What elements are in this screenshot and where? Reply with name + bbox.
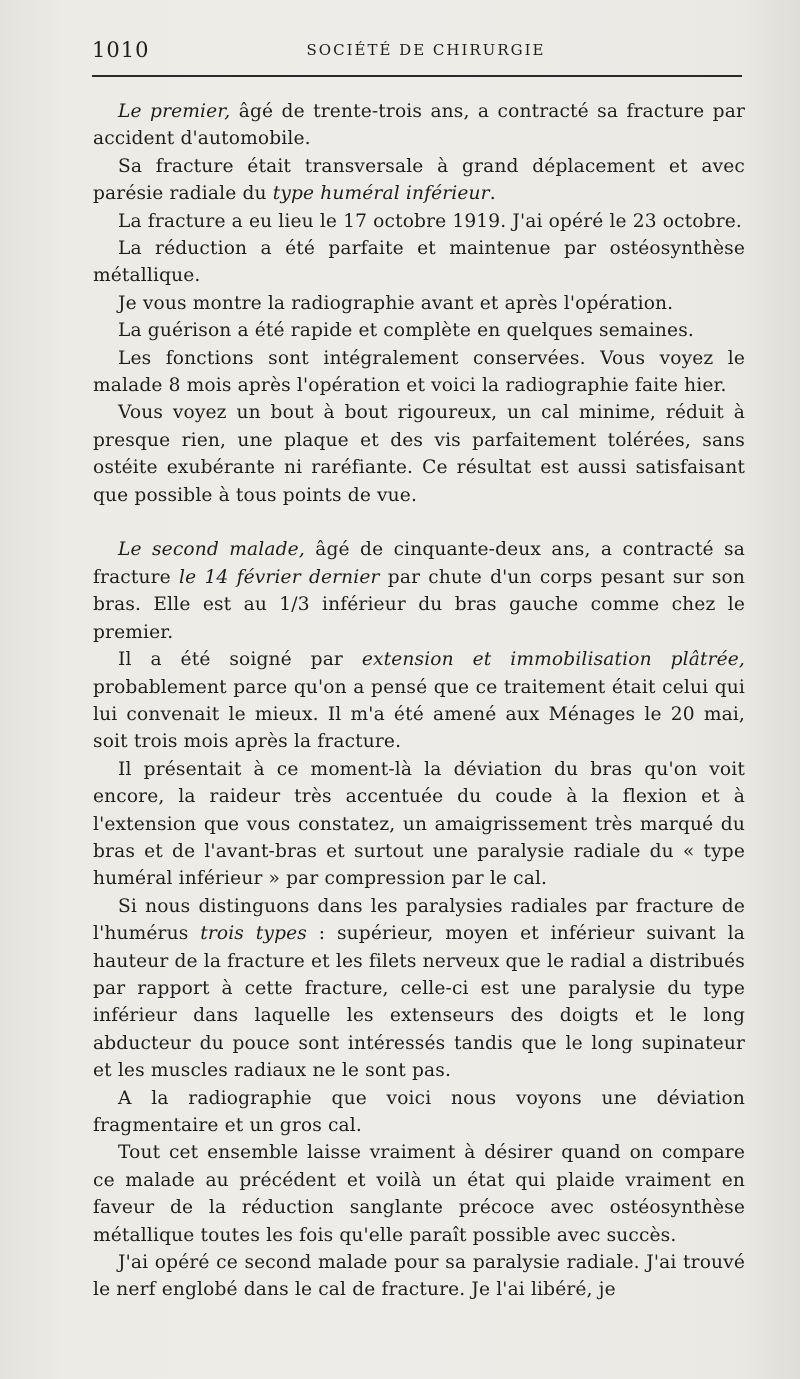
paragraph: Le premier, âgé de trente-trois ans, a contracté sa fracture par accident d'automobile.	[93, 101, 745, 150]
paragraph: A la radiographie que voici nous voyons une déviation fragmentaire et un gros cal.	[93, 1087, 745, 1137]
paragraph: Si nous distinguons dans les paralysies radiales par fracture de l'humérus trois types : supérieur, moyen et inférieur suivant la hauteur de la fracture et les filets nerveux que le radial a distribués par rapport à cette fracture, celle-ci est une paralysie du type inférieur dans laquelle les extenseurs des doigts et le long abducteur du pouce sont intéressés tandis que le long supinateur et les muscles radiaux ne le sont pas.	[93, 895, 745, 1082]
paragraph: La guérison a été rapide et complète en quelques semaines.	[118, 320, 694, 342]
paragraph: Sa fracture était transversale à grand déplacement et avec parésie radiale du type huméral inférieur.	[93, 155, 745, 205]
paragraph: La réduction a été parfaite et maintenue par ostéosynthèse métallique.	[93, 238, 745, 287]
paragraph: Il a été soigné par extension et immobilisation plâtrée, probablement parce qu'on a pensé que ce traitement était celui qui lui convenait le mieux. Il m'a été amené aux Ménages le 20 mai, soit trois mois après la fracture.	[93, 649, 745, 753]
paragraph: Je vous montre la radiographie avant et après l'opération.	[118, 292, 674, 314]
paragraph: J'ai opéré ce second malade pour sa paralysie radiale. J'ai trouvé le nerf englobé dans le cal de fracture. Je l'ai libéré, je	[93, 1252, 745, 1301]
paragraph: Vous voyez un bout à bout rigoureux, un cal minime, réduit à presque rien, une plaque et des vis parfaitement tolérées, sans ostéite exubérante ni raréfiante. Ce résultat est aussi satisfaisant que possible à tous points de vue.	[93, 402, 745, 506]
paragraph: Il présentait à ce moment-là la déviation du bras qu'on voit encore, la raideur très accentuée du coude à la flexion et à l'extension que vous constatez, un amaigrissement très marqué du bras et de l'avant-bras et surtout une paralysie radiale du « type huméral inférieur » par compression par le cal.	[93, 758, 745, 890]
paragraph: La fracture a eu lieu le 17 octobre 1919. J'ai opéré le 23 octobre.	[118, 210, 742, 232]
header-rule	[92, 75, 742, 77]
paragraph: Les fonctions sont intégralement conservées. Vous voyez le malade 8 mois après l'opération et voici la radiographie faite hier.	[93, 347, 745, 397]
paragraph: Le second malade, âgé de cinquante-deux ans, a contracté sa fracture le 14 février dernier par chute d'un corps pesant sur son bras. Elle est au 1/3 inférieur du bras gauche comme chez le premier.	[93, 539, 745, 643]
page-header	[92, 38, 742, 62]
paragraph: Tout cet ensemble laisse vraiment à désirer quand on compare ce malade au précédent et voilà un état qui plaide vraiment en faveur de la réduction sanglante précoce avec ostéosynthèse métallique toutes les fois qu'elle paraît possible avec succès.	[93, 1142, 745, 1246]
running-title: SOCIÉTÉ DE CHIRURGIE	[306, 41, 546, 59]
body-text	[93, 98, 745, 1304]
page-number: 1010	[92, 38, 150, 62]
